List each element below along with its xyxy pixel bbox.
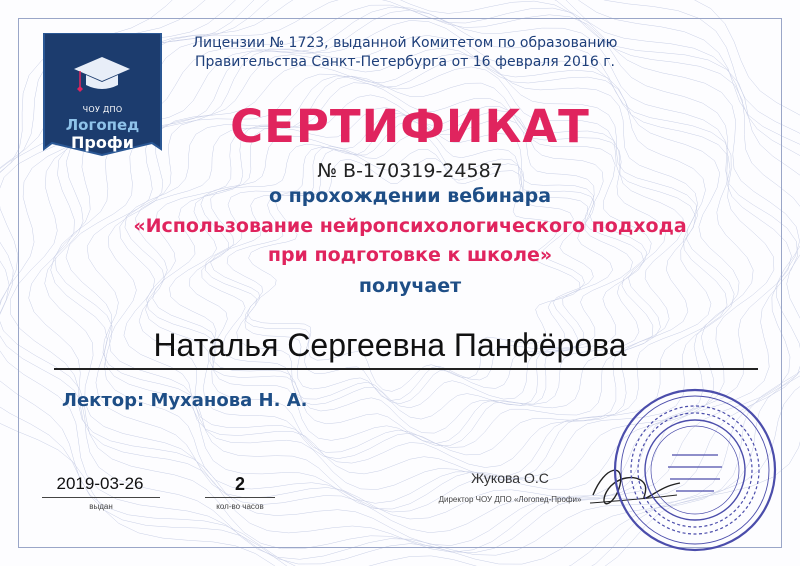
issue-date-line xyxy=(42,497,160,498)
webinar-intro: о прохождении вебинара xyxy=(268,185,552,207)
course-title-line-1: «Использование нейропсихологического подхода xyxy=(133,215,687,237)
issue-date-caption: выдан xyxy=(89,502,113,511)
certificate-title: СЕРТИФИКАТ xyxy=(230,100,590,153)
hours-count: 2 xyxy=(234,474,245,494)
logo-line-2: Логопед xyxy=(65,116,140,134)
signer-caption: Директор ЧОУ ДПО «Логопед-Профи» xyxy=(438,495,582,504)
stamp-icon xyxy=(610,385,780,555)
lecturer: Лектор: Муханова Н. А. xyxy=(62,390,308,411)
license-line-2: Правительства Санкт-Петербурга от 16 февраля 2016 г. xyxy=(194,54,616,70)
signer-name: Жукова О.С xyxy=(471,470,549,486)
recipient-underline xyxy=(54,368,758,370)
course-title-line-2: при подготовке к школе» xyxy=(267,244,553,266)
license-line-1: Лицензии № 1723, выданной Комитетом по образованию xyxy=(192,35,618,51)
certificate-number: № В-170319-24587 xyxy=(317,160,503,182)
logo-line-3: Профи xyxy=(71,133,134,152)
recipient-name: Наталья Сергеевна Панфёрова xyxy=(153,327,627,363)
hours-line xyxy=(205,497,275,498)
receives-label: получает xyxy=(358,275,462,297)
logo xyxy=(40,33,165,159)
logo-line-1: ЧОУ ДПО xyxy=(82,105,123,114)
hours-caption: кол-во часов xyxy=(216,502,264,511)
issue-date: 2019-03-26 xyxy=(56,474,144,493)
